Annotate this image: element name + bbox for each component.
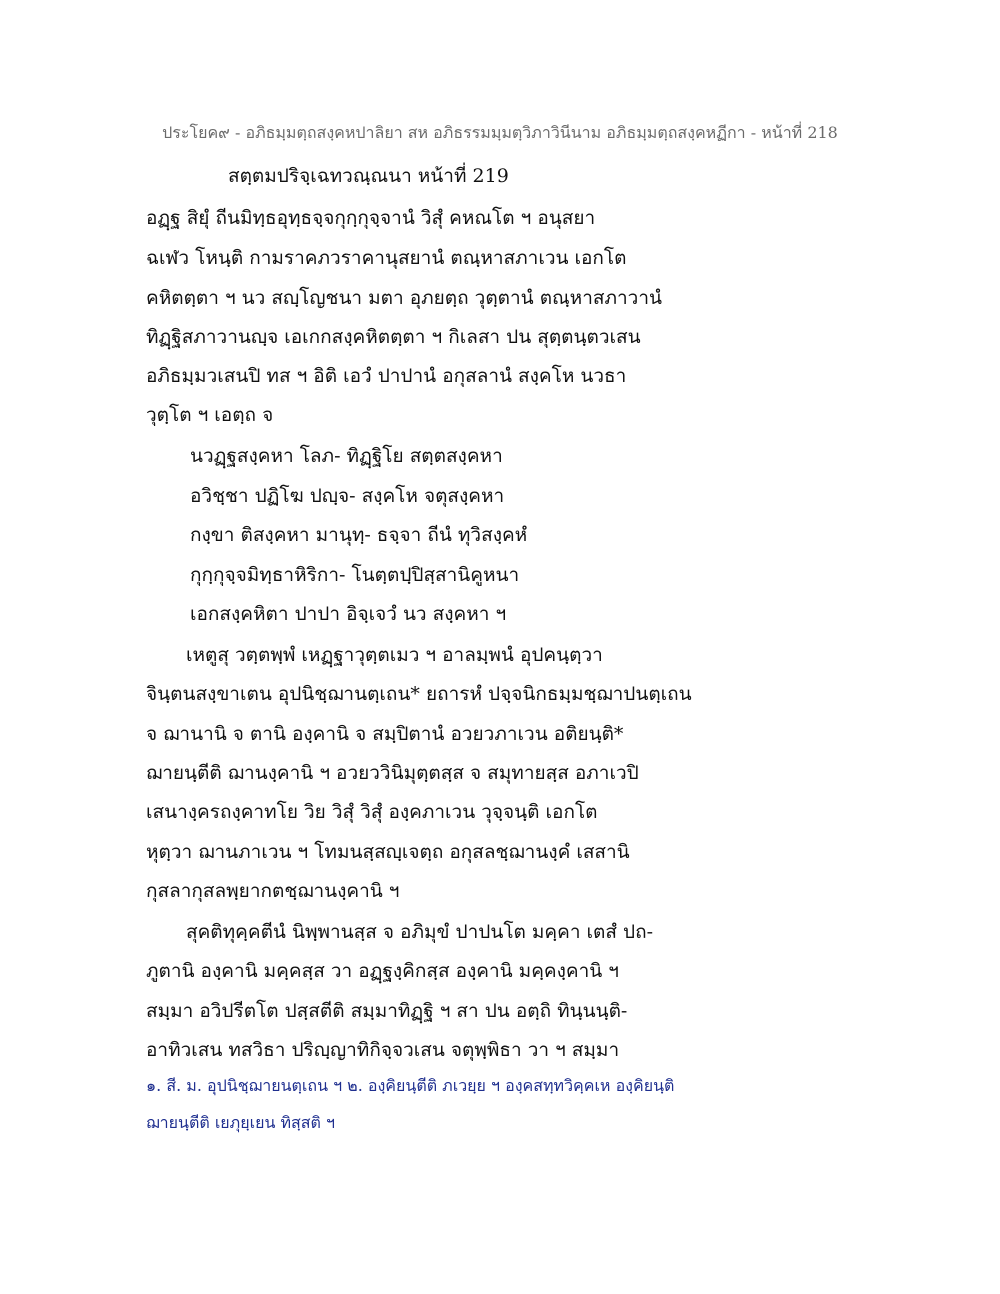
running-header: ประโยค๙ - อภิธมฺมตฺถสงฺคหปาลิยา สห อภิธรรมมฺมตฺวิภาวินีนาม อภิธมฺมตฺถสงฺคหฏีกา - หน้าที่ 218: [162, 123, 838, 142]
footnote-line: ฌายนฺตีติ เยภุยฺเยน ทิสฺสติ ฯ: [146, 1113, 336, 1132]
text-line: ฉเฬว โหนฺติ กามราคภวราคานุสยานํ ตณฺหาสภาเวน เอกโต: [146, 247, 627, 269]
text-line: วุตฺโต ฯ เอตฺถ จ: [146, 404, 274, 426]
text-line: อภิธมฺมวเสนปิ ทส ฯ อิติ เอวํ ปาปานํ อกุสลานํ สงฺคโห นวธา: [146, 365, 627, 387]
text-line: จินฺตนสงฺขาเตน อุปนิชฺฌานตฺเถน* ยถารหํ ปจฺจนิกธมฺมชฺฌาปนตฺเถน: [146, 683, 692, 705]
text-line: สุคติทุคฺคตีนํ นิพฺพานสฺส จ อภิมุขํ ปาปนโต มคฺคา เตสํ ปถ-: [186, 921, 654, 943]
text-line: ภูตานิ องฺคานิ มคฺคสฺส วา อฏฺฐงฺคิกสฺส องฺคานิ มคฺคงฺคานิ ฯ: [146, 960, 619, 982]
footnote-line: ๑. สี. ม. อุปนิชฺฌายนตฺเถน ฯ ๒. องฺคิยนฺตีติ ภเวยฺย ฯ องฺคสทฺทวิคฺคเห องฺคิยนฺติ: [146, 1076, 675, 1095]
text-line: เหตูสุ วตฺตพฺพํ เหฏฺฐาวุตฺตเมว ฯ อาลมฺพนํ อุปคนฺตฺวา: [186, 644, 603, 666]
text-line: คหิตตฺตา ฯ นว สญฺโญชนา มตา อุภยตฺถ วุตฺตานํ ตณฺหาสภาวานํ: [146, 287, 662, 309]
text-line: เสนางฺครถงฺคาทโย วิย วิสุํ วิสุํ องฺคภาเวน วุจฺจนฺติ เอกโต: [146, 801, 598, 823]
chapter-heading: สตฺตมปริจฺเฉทวณฺณนา หน้าที่ 219: [228, 165, 509, 187]
text-line: สมฺมา อวิปรีตโต ปสฺสตีติ สมฺมาทิฏฺฐิ ฯ สา ปน อตฺถิ ทินฺนนฺติ-: [146, 1000, 628, 1022]
text-line: หุตฺวา ฌานภาเวน ฯ โทมนสฺสญฺเจตฺถ อกุสลชฺฌานงฺคํ เสสานิ: [146, 841, 630, 863]
verse-line: นวฏฺฐสงฺคหา โลภ- ทิฏฺฐิโย สตฺตสงฺคหา: [190, 445, 503, 467]
text-line: อฏฺฐ สิยุํ ถีนมิทฺธอุทฺธจฺจกุกฺกุจฺจานํ วิสุํ คหณโต ฯ อนุสยา: [146, 207, 596, 229]
text-line: ทิฏฺฐิสภาวานญฺจ เอเกกสงฺคหิตตฺตา ฯ กิเลสา ปน สุตฺตนฺตวเสน: [146, 326, 641, 348]
text-line: อาทิวเสน ทสวิธา ปริญฺญาทิกิจฺจวเสน จตุพฺพิธา วา ฯ สมฺมา: [146, 1039, 620, 1061]
text-line: กุสลากุสลพฺยากตชฺฌานงฺคานิ ฯ: [146, 880, 400, 902]
verse-line: กุกฺกุจฺจมิทฺธาหิริกา- โนตฺตปฺปิสฺสานิคูหนา: [190, 564, 520, 586]
text-line: จ ฌานานิ จ ตานิ องฺคานิ จ สมฺปิตานํ อวยวภาเวน อติยนฺติ*: [146, 723, 624, 745]
verse-line: อวิชฺชา ปฏิโฆ ปญฺจ- สงฺคโห จตุสงฺคหา: [190, 485, 505, 507]
verse-line: เอกสงฺคหิตา ปาปา อิจฺเจวํ นว สงฺคหา ฯ: [190, 603, 507, 625]
text-line: ฌายนฺตีติ ฌานงฺคานิ ฯ อวยววินิมุตฺตสฺส จ สมุทายสฺส อภาเวปิ: [146, 762, 639, 784]
verse-line: กงฺขา ติสงฺคหา มานุทฺ- ธจฺจา ถีนํ ทุวิสงฺคหํ: [190, 524, 528, 546]
